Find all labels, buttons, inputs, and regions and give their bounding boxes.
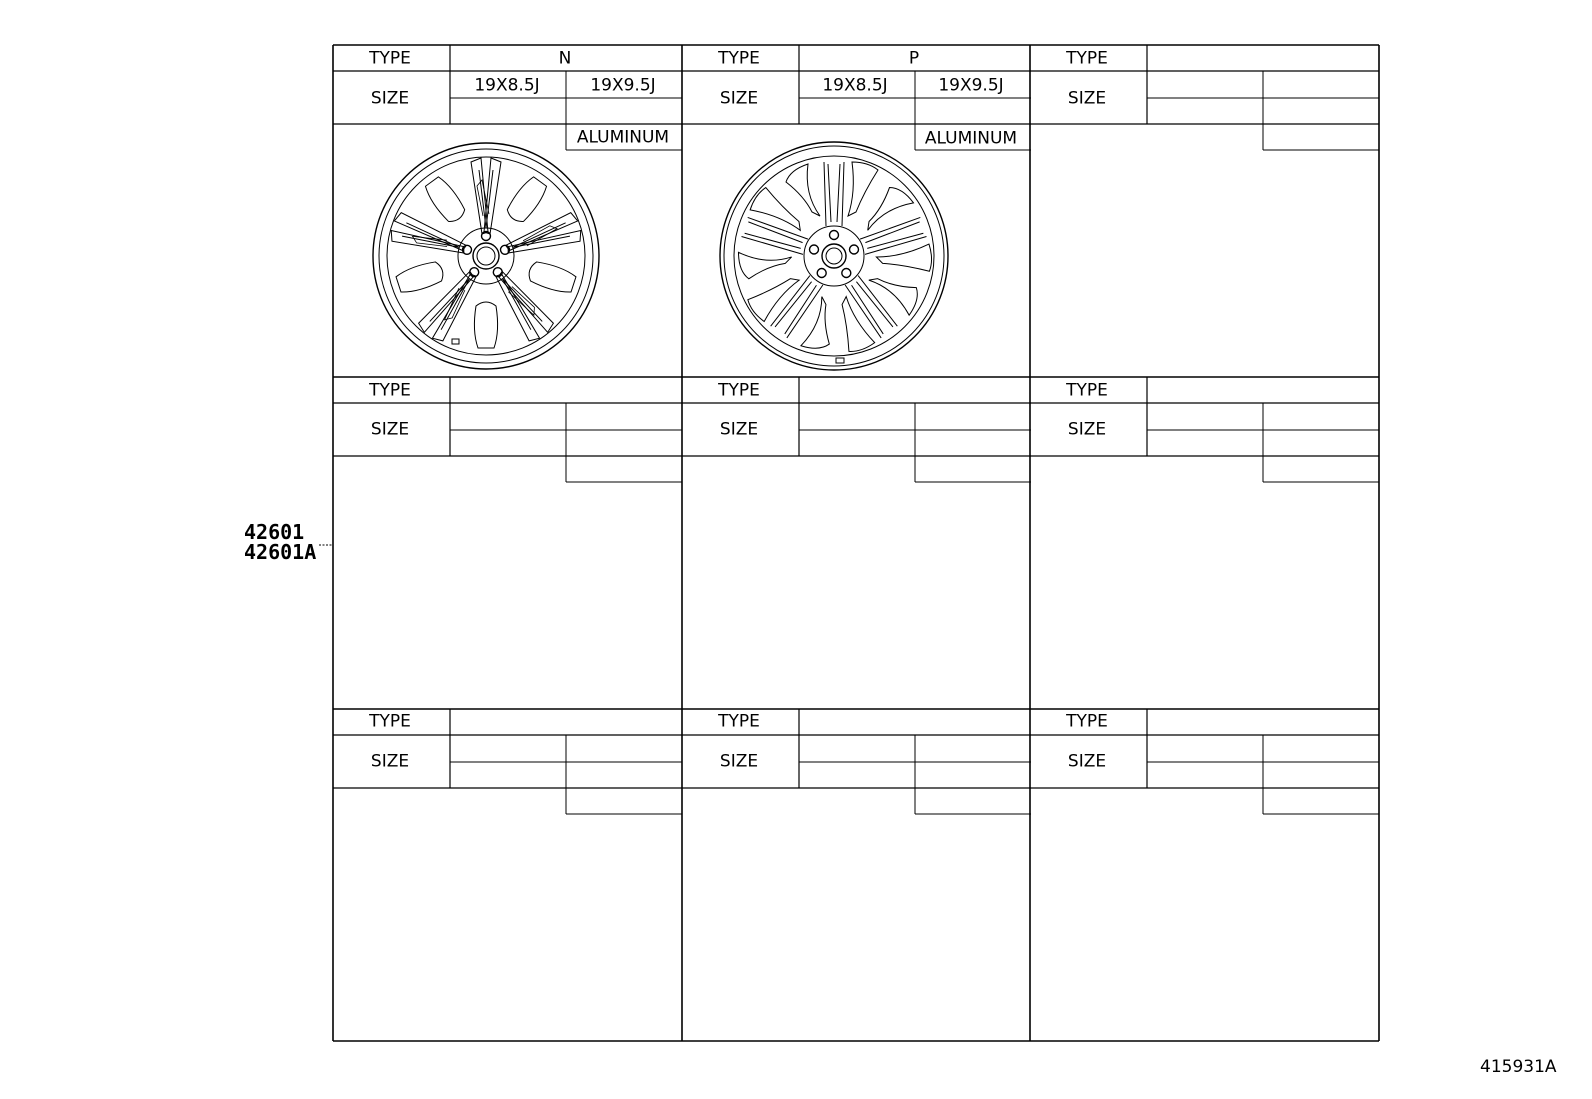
panel-2-type-label: TYPE <box>718 48 760 69</box>
panel-9-size-label: SIZE <box>1067 751 1107 772</box>
multi-spoke-wheel-icon <box>366 136 606 376</box>
panel-2-size-label: SIZE <box>719 88 759 109</box>
part-number-label: 42601A <box>244 540 317 564</box>
panel-8-size-label: SIZE <box>719 751 759 772</box>
panel-9-type-label: TYPE <box>1066 711 1108 732</box>
part-number-label: 42601 <box>244 520 305 544</box>
panel-7-type-label: TYPE <box>369 711 411 732</box>
panel-4-type-label: TYPE <box>369 380 411 401</box>
panel-1-type-label: TYPE <box>369 48 411 69</box>
reference-id: 415931A <box>1480 1057 1557 1077</box>
panel-5-size-label: SIZE <box>719 419 759 440</box>
panel-5-type-label: TYPE <box>718 380 760 401</box>
panel-8-type-label: TYPE <box>718 711 760 732</box>
panel-1-size-1: 19X8.5J <box>474 75 540 96</box>
panel-2-size-2: 19X9.5J <box>938 75 1004 96</box>
split-five-spoke-wheel-icon <box>714 136 954 376</box>
panel-2-type-value: P <box>908 48 920 69</box>
panel-2-material: ALUMINUM <box>924 128 1018 149</box>
panel-1-size-2: 19X9.5J <box>590 75 656 96</box>
panel-6-type-label: TYPE <box>1066 380 1108 401</box>
panel-1-material: ALUMINUM <box>576 127 670 148</box>
panel-6-size-label: SIZE <box>1067 419 1107 440</box>
panel-7-size-label: SIZE <box>370 751 410 772</box>
panel-4-size-label: SIZE <box>370 419 410 440</box>
panel-1-type-value: N <box>558 48 572 69</box>
panel-3-type-label: TYPE <box>1066 48 1108 69</box>
panel-1-size-label: SIZE <box>370 88 410 109</box>
panel-2-size-1: 19X8.5J <box>822 75 888 96</box>
panel-3-size-label: SIZE <box>1067 88 1107 109</box>
